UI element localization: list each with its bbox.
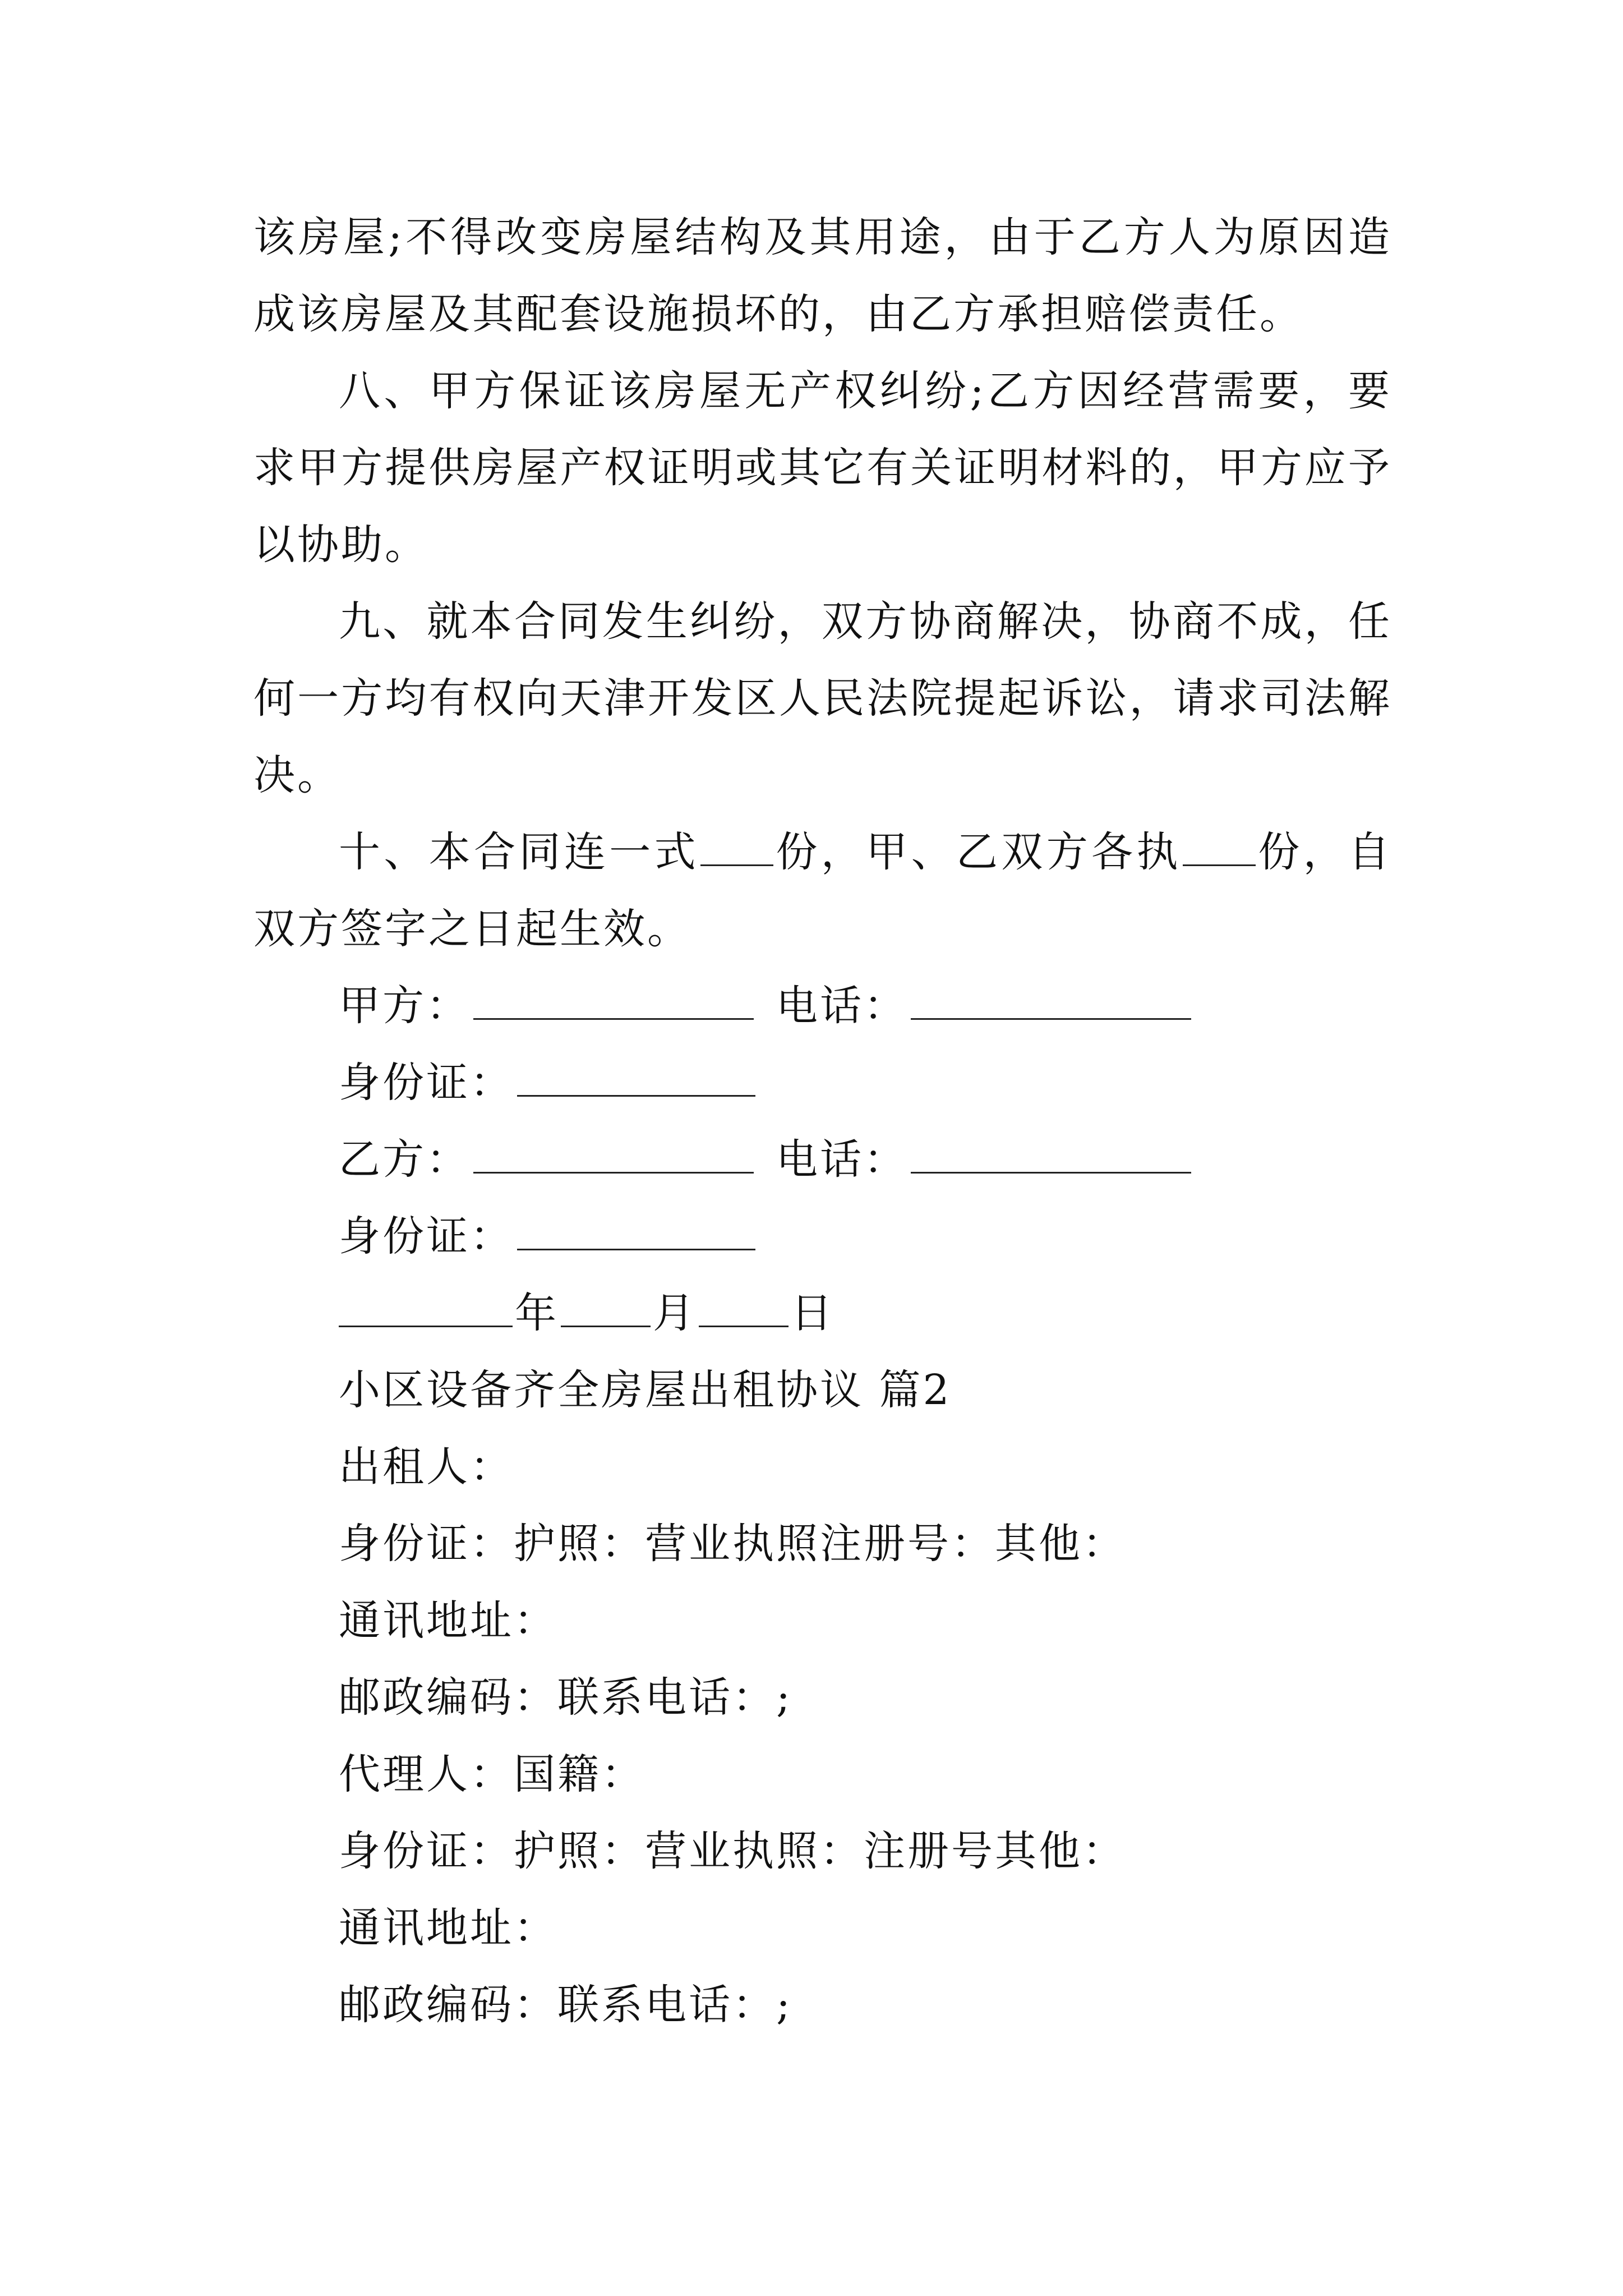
month-label: 月 (653, 1289, 697, 1337)
day-label: 日 (791, 1289, 834, 1337)
date-line (253, 1275, 1392, 1352)
id-b-line (253, 1198, 1392, 1275)
id-b-label: 身份证： (339, 1212, 514, 1260)
clause-10-part-b: 份，甲、乙双方各执 (774, 828, 1182, 876)
agent-line: 代理人：国籍： (339, 1750, 645, 1798)
party-a-label: 甲方： (339, 982, 470, 1030)
year-label: 年 (515, 1289, 559, 1337)
document-body (253, 199, 1392, 2044)
phone-b-blank (911, 1136, 1191, 1174)
agent-postal-phone-line: 邮政编码：联系电话：; (339, 1981, 792, 2029)
agent-address-line: 通讯地址： (339, 1904, 557, 1952)
lessor-postal-phone-line: 邮政编码：联系电话：; (339, 1673, 792, 1722)
clause-9: 九、就本合同发生纠纷，双方协商解决，协商不成，任何一方均有权向天津开发区人民法院提起诉讼，请求司法解决。 (253, 597, 1392, 799)
day-blank (699, 1290, 789, 1327)
id-a-label: 身份证： (339, 1059, 514, 1107)
id-b-blank (517, 1213, 755, 1250)
id-a-line (253, 1045, 1392, 1121)
clause-8: 八、甲方保证该房屋无产权纠纷;乙方因经营需要，要求甲方提供房屋产权证明或其它有关证明材料的，甲方应予以协助。 (253, 367, 1392, 569)
lessor-address-line: 通讯地址： (339, 1596, 557, 1645)
copies-each-blank (1183, 829, 1256, 866)
party-a-blank (473, 982, 754, 1020)
clause-7-continuation: 该房屋;不得改变房屋结构及其用途，由于乙方人为原因造成该房屋及其配套设施损坏的，由乙方承担赔偿责任。 (253, 213, 1392, 338)
month-blank (561, 1290, 651, 1327)
party-b-label: 乙方： (339, 1135, 470, 1184)
party-b-blank (473, 1136, 754, 1174)
clause-10-part-c: 份，自双方签字之日起生效。 (253, 828, 1393, 953)
year-blank (339, 1290, 513, 1327)
party-b-line (253, 1121, 1392, 1198)
lessor-line: 出租人： (339, 1443, 514, 1491)
phone-a-label: 电话： (776, 982, 907, 1030)
lessor-id-line: 身份证：护照：营业执照注册号：其他： (339, 1520, 1126, 1568)
section-2-title: 小区设备齐全房屋出租协议 篇2 (339, 1366, 952, 1414)
copies-total-blank (700, 829, 773, 866)
clause-10 (253, 814, 1392, 968)
phone-b-label: 电话： (776, 1135, 907, 1184)
agent-id-line: 身份证：护照：营业执照：注册号其他： (339, 1827, 1126, 1875)
id-a-blank (517, 1059, 755, 1097)
phone-a-blank (911, 982, 1191, 1020)
clause-10-part-a: 十、本合同连一式 (339, 828, 700, 876)
party-a-line (253, 968, 1392, 1045)
